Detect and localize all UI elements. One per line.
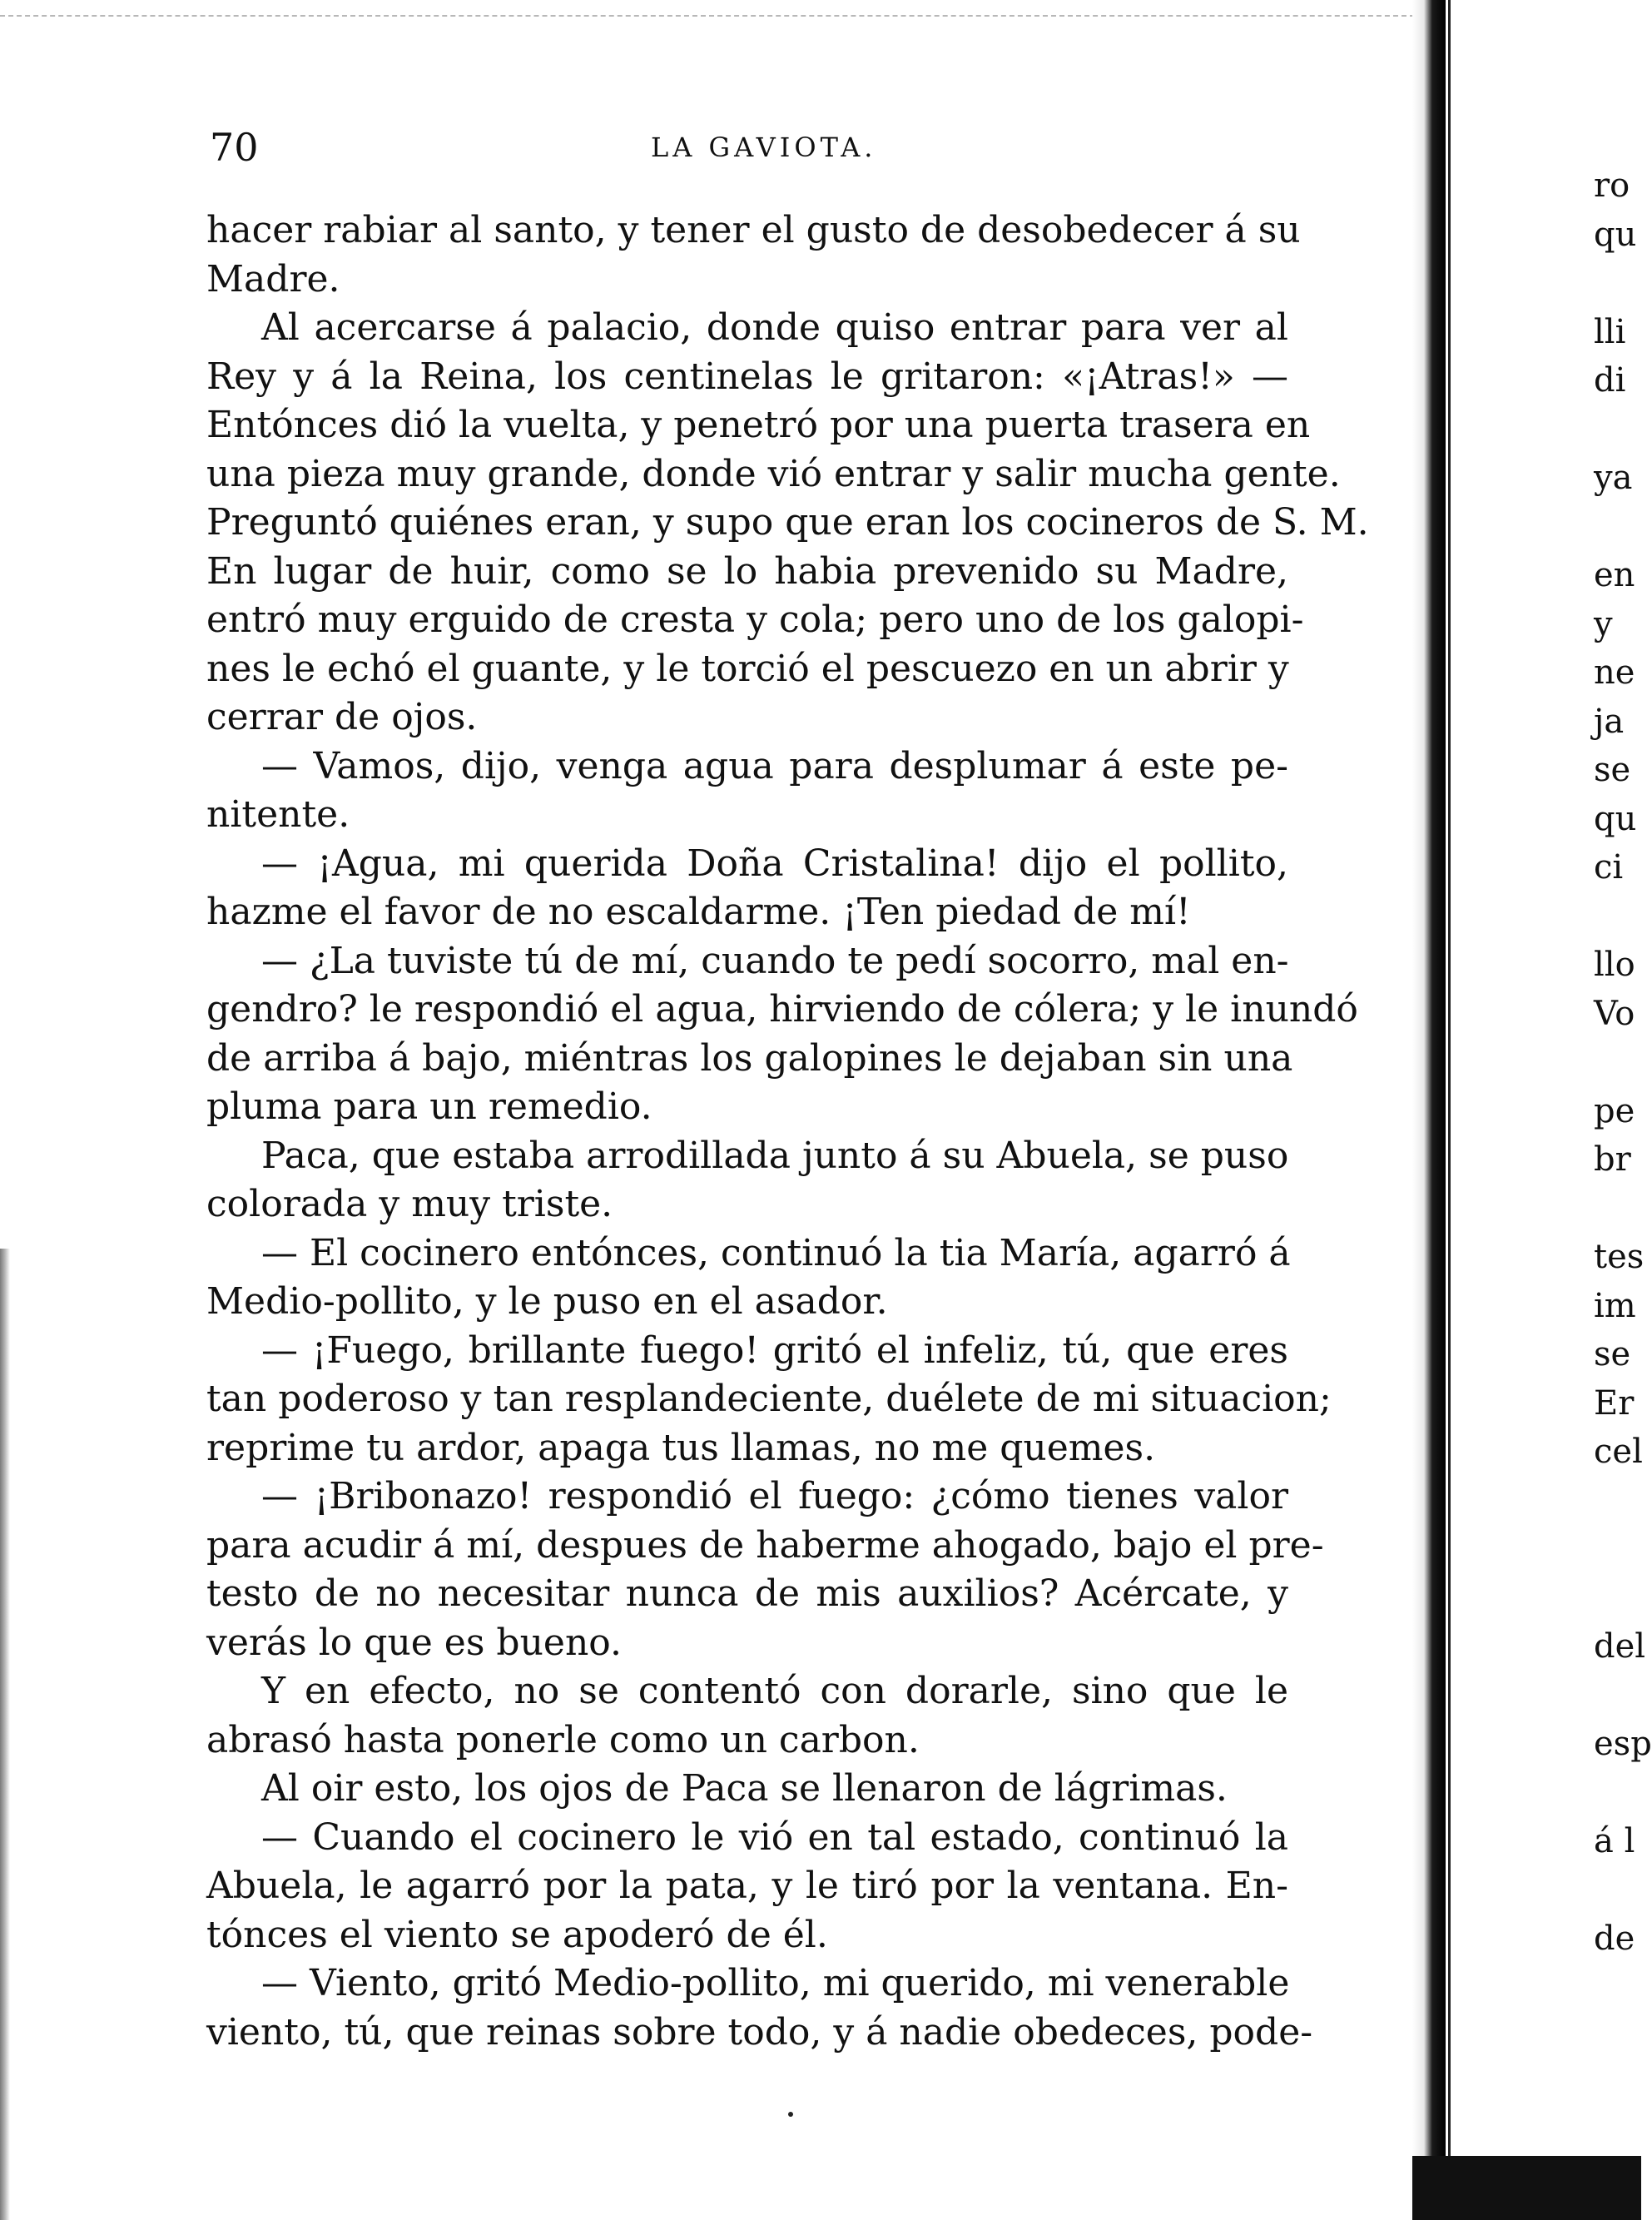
- page-header: [210, 125, 1292, 175]
- text-line: cerrar de ojos.: [206, 696, 478, 738]
- text-line: nes le echó el guante, y le torció el pescuezo en un abrir y: [206, 647, 1289, 690]
- text-line: Entónces dió la vuelta, y penetró por una puerta trasera en: [206, 404, 1311, 446]
- text-line: verás lo que es bueno.: [206, 1621, 622, 1664]
- text-line: Medio-pollito, y le puso en el asador.: [206, 1280, 888, 1323]
- text-line: — Viento, gritó Medio-pollito, mi querido, mi venerable: [261, 1962, 1290, 2004]
- facing-text-fragment: qu: [1594, 799, 1637, 838]
- facing-text-fragment: se: [1594, 1335, 1631, 1373]
- facing-text-fragment: ya: [1594, 459, 1633, 497]
- facing-text-fragment: llo: [1594, 946, 1635, 984]
- text-line: pluma para un remedio.: [206, 1085, 652, 1128]
- gutter-shadow-bottom: [1412, 2156, 1641, 2220]
- text-line: colorada y muy triste.: [206, 1183, 613, 1225]
- facing-text-fragment: Er: [1594, 1383, 1635, 1423]
- text-line: tónces el viento se apoderó de él.: [206, 1913, 828, 1956]
- text-line: — El cocinero entónces, continuó la tia María, agarró á: [261, 1231, 1291, 1274]
- facing-text-fragment: Vo: [1594, 994, 1635, 1033]
- text-line: — ¡Bribonazo! respondió el fuego: ¿cómo tienes valor: [261, 1475, 1288, 1517]
- book-gutter: [1412, 0, 1446, 2220]
- facing-text-fragment: ja: [1594, 702, 1625, 741]
- facing-text-fragment: qu: [1594, 215, 1637, 254]
- facing-text-fragment: lli: [1594, 312, 1626, 351]
- facing-text-fragment: y: [1594, 604, 1613, 643]
- text-line: Paca, que estaba arrodillada junto á su Abuela, se puso: [261, 1134, 1289, 1177]
- facing-text-fragment: de: [1594, 1920, 1635, 1958]
- facing-text-fragment: pe: [1594, 1091, 1635, 1130]
- text-line: — Vamos, dijo, venga agua para desplumar á este pe-: [261, 744, 1288, 787]
- text-line: nitente.: [206, 793, 350, 836]
- facing-text-fragment: esp: [1594, 1725, 1652, 1763]
- text-line: Rey y á la Reina, los centinelas le gritaron: «¡Atras!» —: [206, 355, 1288, 398]
- facing-text-fragment: ci: [1594, 848, 1624, 887]
- facing-text-fragment: br: [1594, 1140, 1631, 1179]
- text-line: Abuela, le agarró por la pata, y le tiró por la ventana. En-: [206, 1865, 1288, 1907]
- text-line: Al oir esto, los ojos de Paca se llenaron de lágrimas.: [261, 1767, 1228, 1810]
- top-scan-edge: [0, 15, 1415, 17]
- text-line: — ¡Fuego, brillante fuego! gritó el infeliz, tú, que eres: [261, 1329, 1288, 1372]
- facing-text-fragment: im: [1594, 1286, 1636, 1325]
- text-line: Al acercarse á palacio, donde quiso entrar para ver al: [261, 306, 1288, 349]
- page-number: 70: [210, 125, 259, 170]
- facing-text-fragment: tes: [1594, 1238, 1645, 1276]
- text-line: para acudir á mí, despues de haberme ahogado, bajo el pre-: [206, 1523, 1324, 1567]
- page-body: [206, 206, 1369, 2057]
- text-line: reprime tu ardor, apaga tus llamas, no me quemes.: [206, 1426, 1156, 1469]
- text-line: Madre.: [206, 257, 340, 300]
- text-line: — ¡Agua, mi querida Doña Cristalina! dijo el pollito,: [261, 842, 1288, 885]
- text-line: En lugar de huir, como se lo habia prevenido su Madre,: [206, 549, 1288, 593]
- left-scan-edge: [0, 1249, 10, 2220]
- facing-text-fragment: ro: [1594, 166, 1630, 205]
- ink-speck: [788, 2112, 793, 2117]
- text-line: tan poderoso y tan resplandeciente, duélete de mi situacion;: [206, 1378, 1332, 1420]
- facing-text-fragment: di: [1594, 361, 1626, 400]
- text-line: Preguntó quiénes eran, y supo que eran los cocineros de S. M.: [206, 501, 1369, 544]
- text-line: entró muy erguido de cresta y cola; pero uno de los galopi-: [206, 598, 1304, 641]
- text-line: Y en efecto, no se contentó con dorarle, sino que le: [261, 1670, 1288, 1712]
- text-line: abrasó hasta ponerle como un carbon.: [206, 1718, 920, 1761]
- text-line: de arriba á bajo, miéntras los galopines le dejaban sin una: [206, 1036, 1293, 1080]
- facing-text-fragment: cel: [1594, 1433, 1643, 1471]
- facing-page-fragment: [1594, 166, 1652, 2164]
- text-line: gendro? le respondió el agua, hirviendo de cólera; y le inundó: [206, 988, 1358, 1031]
- running-title: LA GAVIOTA.: [651, 132, 877, 163]
- text-line: — Cuando el cocinero le vió en tal estado, continuó la: [261, 1815, 1288, 1859]
- facing-text-fragment: ne: [1594, 653, 1635, 692]
- text-line: — ¿La tuviste tú de mí, cuando te pedí socorro, mal en-: [261, 939, 1289, 982]
- text-line: viento, tú, que reinas sobre todo, y á nadie obedeces, pode-: [206, 2010, 1313, 2054]
- text-line: hacer rabiar al santo, y tener el gusto de desobedecer á su: [206, 209, 1301, 251]
- facing-text-fragment: del: [1594, 1627, 1646, 1666]
- facing-text-fragment: en: [1594, 556, 1635, 594]
- text-line: hazme el favor de no escaldarme. ¡Ten piedad de mí!: [206, 891, 1191, 933]
- facing-text-fragment: se: [1594, 751, 1631, 789]
- facing-text-fragment: á l: [1594, 1822, 1635, 1860]
- text-line: testo de no necesitar nunca de mis auxilios? Acércate, y: [206, 1572, 1288, 1615]
- text-line: una pieza muy grande, donde vió entrar y salir mucha gente.: [206, 452, 1341, 495]
